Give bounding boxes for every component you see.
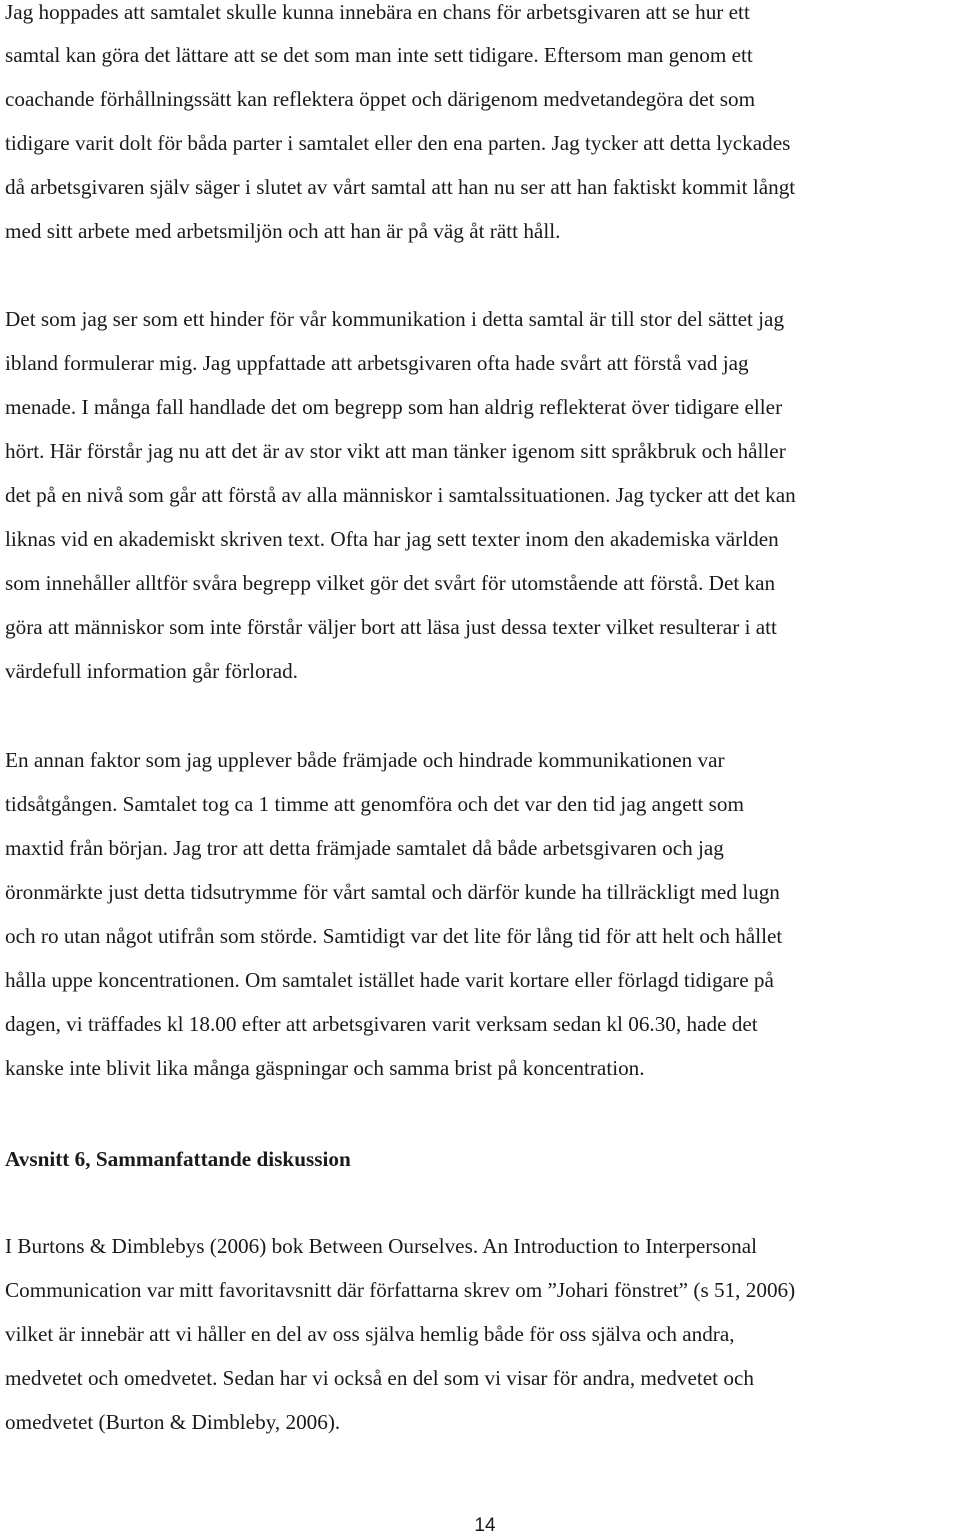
text-line: Communication var mitt favoritavsnitt där författarna skrev om ”Johari fönstret” (s 51, 2006) [5, 1278, 796, 1302]
text-line: hört. Här förstår jag nu att det är av stor vikt att man tänker igenom sitt språkbruk och håller [5, 439, 786, 463]
text-line: med sitt arbete med arbetsmiljön och att han är på väg åt rätt håll. [5, 219, 561, 243]
text-line: hålla uppe koncentrationen. Om samtalet istället hade varit kortare eller förlagd tidigare på [5, 968, 774, 992]
text-line: Det som jag ser som ett hinder för vår kommunikation i detta samtal är till stor del sättet jag [5, 307, 785, 331]
text-line: medvetet och omedvetet. Sedan har vi också en del som vi visar för andra, medvetet och [5, 1366, 754, 1390]
text-line: dagen, vi träffades kl 18.00 efter att arbetsgivaren varit verksam sedan kl 06.30, hade det [5, 1012, 758, 1036]
text-line: Jag hoppades att samtalet skulle kunna innebära en chans för arbetsgivaren att se hur ett [5, 0, 750, 24]
text-line: ibland formulerar mig. Jag uppfattade att arbetsgivaren ofta hade svårt att förstå vad jag [5, 351, 749, 375]
text-line: coachande förhållningssätt kan reflektera öppet och därigenom medvetandegöra det som [5, 87, 756, 111]
text-line: menade. I många fall handlade det om begrepp som han aldrig reflekterat över tidigare eller [5, 395, 783, 419]
text-line: liknas vid en akademiskt skriven text. Ofta har jag sett texter inom den akademiska världen [5, 527, 779, 551]
text-line: I Burtons & Dimblebys (2006) bok Between Ourselves. An Introduction to Interpersonal [5, 1234, 758, 1258]
text-line: maxtid från början. Jag tror att detta främjade samtalet då både arbetsgivaren och jag [5, 836, 724, 860]
text-line: och ro utan något utifrån som störde. Samtidigt var det lite för lång tid för att helt och hållet [5, 924, 783, 948]
text-line: samtal kan göra det lättare att se det som man inte sett tidigare. Eftersom man genom ett [5, 43, 753, 67]
text-line: omedvetet (Burton & Dimbleby, 2006). [5, 1410, 341, 1434]
text-line: det på en nivå som går att förstå av alla människor i samtalssituationen. Jag tycker att det kan [5, 483, 796, 507]
text-line: som innehåller alltför svåra begrepp vilket gör det svårt för utomstående att förstå. Det kan [5, 571, 776, 595]
text-line: tidsåtgången. Samtalet tog ca 1 timme att genomföra och det var den tid jag angett som [5, 792, 744, 816]
text-line: göra att människor som inte förstår väljer bort att läsa just dessa texter vilket resulterar i att [5, 615, 777, 639]
text-line: öronmärkte just detta tidsutrymme för vårt samtal och därför kunde ha tillräckligt med lugn [5, 880, 780, 904]
text-line: kanske inte blivit lika många gäspningar och samma brist på koncentration. [5, 1056, 645, 1080]
text-line: värdefull information går förlorad. [5, 659, 298, 683]
text-line: tidigare varit dolt för båda parter i samtalet eller den ena parten. Jag tycker att detta lyckades [5, 131, 791, 155]
text-line: En annan faktor som jag upplever både främjade och hindrade kommunikationen var [5, 748, 725, 772]
section-heading: Avsnitt 6, Sammanfattande diskussion [5, 1147, 351, 1171]
text-line: då arbetsgivaren själv säger i slutet av vårt samtal att han nu ser att han faktiskt kommit långt [5, 175, 796, 199]
page-number: 14 [474, 1515, 496, 1536]
text-line: vilket är innebär att vi håller en del av oss själva hemlig både för oss själva och andra, [5, 1322, 735, 1346]
